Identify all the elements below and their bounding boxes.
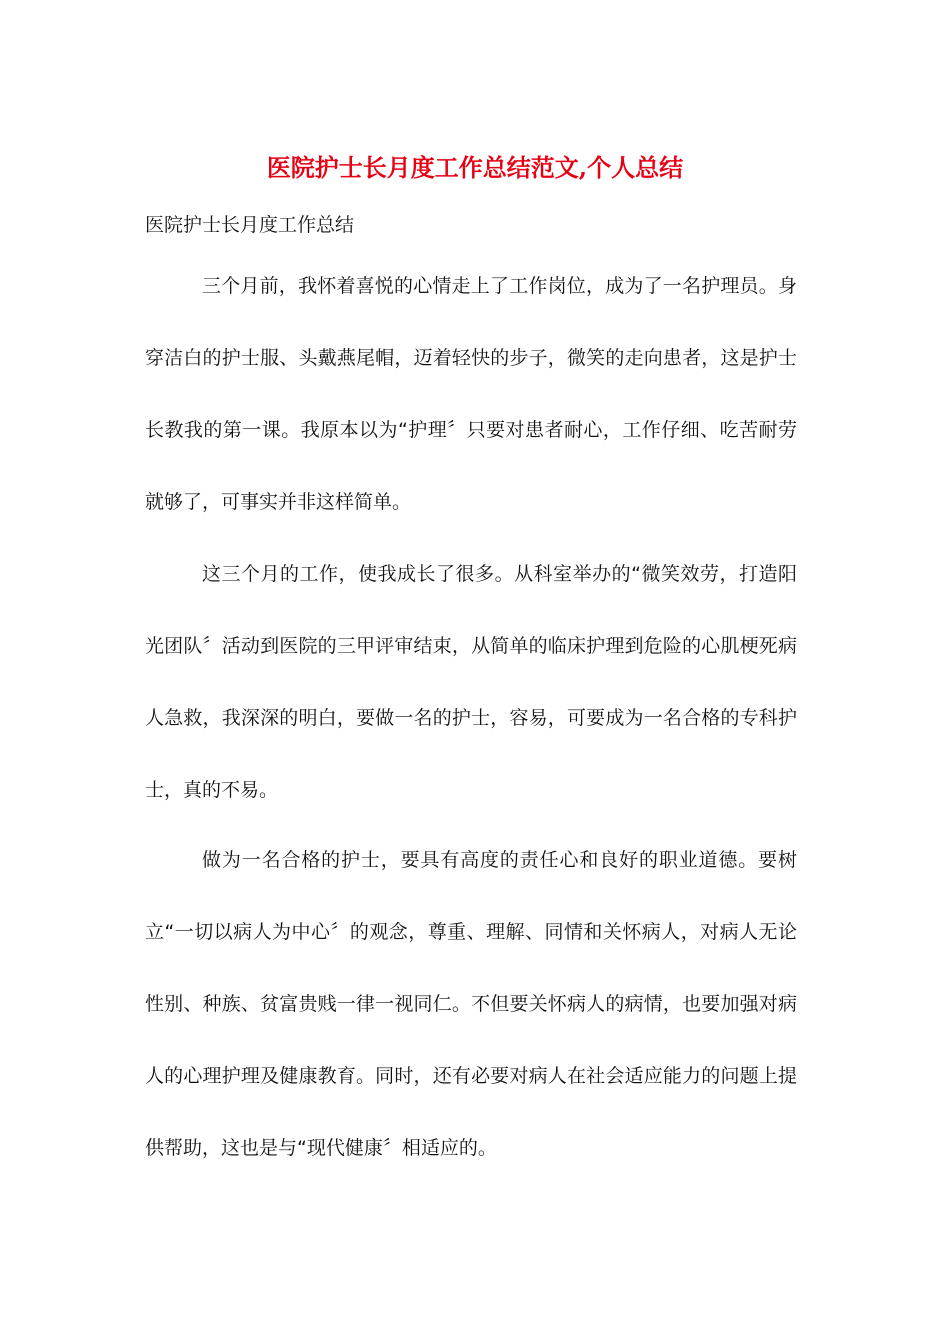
paragraph-1: 三个月前，我怀着喜悦的心情走上了工作岗位，成为了一名护理员。身穿洁白的护士服、头戴燕尾帽，迈着轻快的步子，微笑的走向患者，这是护士长教我的第一课。我原本以为“护理〞只要对患者耐心，工作仔细、吃苦耐劳就够了，可事实并非这样简单。 (145, 275, 797, 513)
paragraph-2: 这三个月的工作，使我成长了很多。从科室举办的“微笑效劳，打造阳光团队〞活动到医院的三甲评审结束，从简单的临床护理到危险的心肌梗死病人急救，我深深的明白，要做一名的护士，容易，可要成为一名合格的专科护士，真的不易。 (145, 563, 797, 801)
document-subtitle: 医院护士长月度工作总结 (145, 214, 355, 236)
paragraph-3: 做为一名合格的护士，要具有高度的责任心和良好的职业道德。要树立“一切以病人为中心〞的观念，尊重、理解、同情和关怀病人，对病人无论性别、种族、贫富贵贱一律一视同仁。不但要关怀病人的病情，也要加强对病人的心理护理及健康教育。同时，还有必要对病人在社会适应能力的问题上提供帮助，这也是与“现代健康〞相适应的。 (145, 849, 797, 1159)
document-title: 医院护士长月度工作总结范文,个人总结 (266, 153, 684, 182)
